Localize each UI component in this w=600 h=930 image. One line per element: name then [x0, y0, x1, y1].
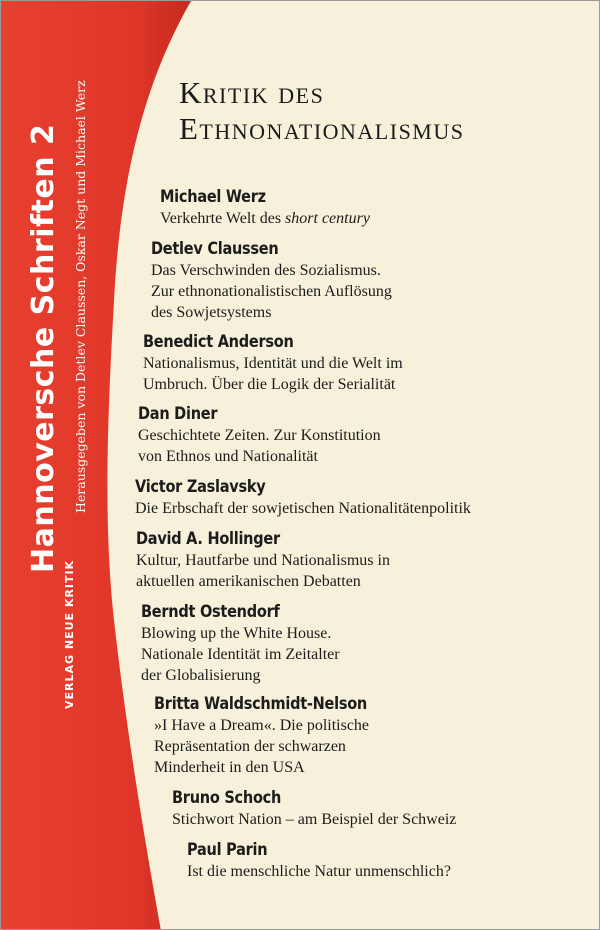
contents-entry	[154, 693, 396, 778]
entry-author: Michael Werz	[160, 187, 266, 206]
entry-author: Benedict Anderson	[143, 332, 294, 351]
entry-author: Dan Diner	[138, 404, 218, 423]
entry-work: Das Verschwinden des Sozialismus. Zur ethnonationalistischen Auflösung des Sowjetsystems	[151, 262, 392, 321]
entry-work-text: Verkehrte Welt des	[160, 210, 286, 227]
entry-author: Victor Zaslavsky	[135, 477, 266, 496]
editors-line: Herausgegeben von Detlev Claussen, Oskar Negt und Michael Werz	[73, 80, 88, 513]
entry-author: David A. Hollinger	[136, 529, 280, 548]
entry-author: Paul Parin	[187, 840, 268, 859]
entry-author: Bruno Schoch	[172, 788, 282, 807]
contents-entry	[141, 601, 340, 686]
entry-author: Berndt Ostendorf	[141, 602, 280, 621]
entry-work	[160, 208, 370, 229]
entry-work: Die Erbschaft der sowjetischen Nationalitätenpolitik	[135, 500, 471, 517]
contents-entry	[172, 787, 456, 830]
contents-entry	[151, 238, 392, 323]
book-title-line-2: Ethnonationalismus	[179, 111, 465, 146]
entry-work: »I Have a Dream«. Die politische Repräsentation der schwarzen Minderheit in den USA	[154, 717, 370, 776]
contents-entry	[138, 403, 381, 467]
entry-work: Nationalismus, Identität und die Welt im Umbruch. Über die Logik der Serialität	[143, 355, 403, 393]
contents-entry	[135, 476, 471, 519]
contents-entry	[160, 186, 370, 229]
entry-work: Geschichtete Zeiten. Zur Konstitution von Ethnos und Nationalität	[138, 427, 381, 465]
entry-author: Detlev Claussen	[151, 239, 279, 258]
entry-work-italic: short century	[285, 210, 370, 227]
entry-work: Stichwort Nation – am Beispiel der Schweiz	[172, 811, 457, 828]
contents-entry	[136, 528, 390, 592]
entry-work: Kultur, Hautfarbe und Nationalismus in aktuellen amerikanischen Debatten	[136, 552, 390, 590]
series-title: Hannoversche Schriften 2	[26, 123, 61, 573]
entry-work: Blowing up the White House. Nationale Identität im Zeitalter der Globalisierung	[141, 625, 340, 684]
contents-entry	[187, 839, 451, 882]
entry-author: Britta Waldschmidt-Nelson	[154, 694, 368, 713]
entry-work: Ist die menschliche Natur unmenschlich?	[187, 863, 451, 880]
book-title	[179, 75, 465, 147]
contents-entry	[143, 331, 403, 395]
book-title-line-1: Kritik des	[179, 75, 325, 110]
publisher-name: VERLAG NEUE KRITIK	[63, 559, 76, 709]
